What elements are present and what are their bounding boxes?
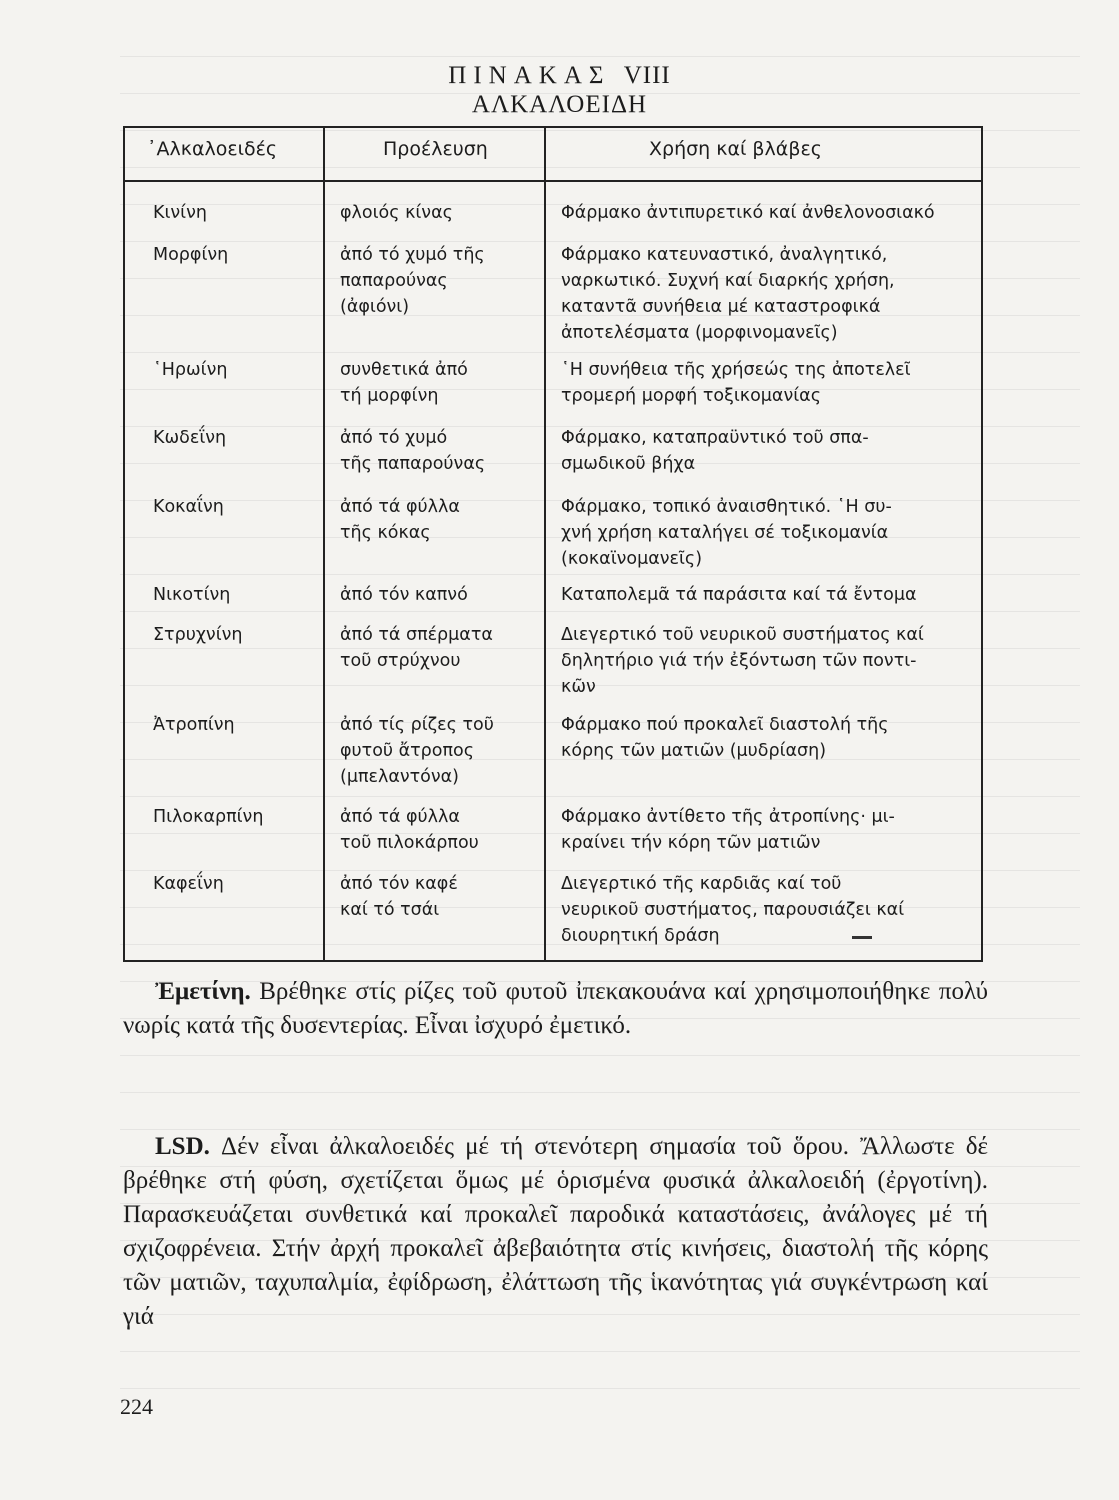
table-caption: ΠΙΝΑΚΑΣ VIII	[448, 62, 671, 89]
column-divider	[544, 128, 546, 960]
use-line: Φάρμακο, τοπικό ἀναισθητικό. ῾Η συ-	[561, 497, 892, 517]
use-line: Φάρμακο, καταπραϋντικό τοῦ σπα-	[561, 428, 869, 448]
use-line: καταντᾶ συνήθεια μέ καταστροφικά	[561, 297, 881, 317]
alkaloid-name: ῾Ηρωίνη	[153, 360, 228, 380]
use-line: ῾Η συνήθεια τῆς χρήσεώς της ἀποτελεῖ	[561, 360, 911, 380]
alkaloid-name: Στρυχνίνη	[153, 625, 243, 645]
origin-line: (μπελαντόνα)	[340, 767, 460, 787]
page-number: 224	[120, 1394, 153, 1419]
origin-line: ἀπό τό χυμό τῆς	[340, 245, 485, 265]
alkaloid-name: Μορφίνη	[153, 245, 229, 265]
header-alkaloid: ᾿Αλκαλοειδές	[147, 138, 278, 160]
use-line: Διεγερτικό τοῦ νευρικοῦ συστήματος καί	[561, 625, 924, 645]
paragraph-text: Βρέθηκε στίς ρίζες τοῦ φυτοῦ ἰπεκακουάνα καί χρησιμοποιήθηκε πολύ νωρίς κατά τῆς δυσεντερίας. Εἶναι ἰσχυρό ἐμετικό.	[123, 978, 988, 1039]
origin-line: φλοιός κίνας	[340, 203, 453, 223]
use-line: ναρκωτικό. Συχνή καί διαρκής χρήση,	[561, 271, 895, 291]
use-line: κραίνει τήν κόρη τῶν ματιῶν	[561, 833, 821, 853]
header-origin: Προέλευση	[383, 138, 488, 160]
origin-line: ἀπό τά φύλλα	[340, 497, 460, 517]
paragraph-lsd	[123, 1130, 988, 1334]
header-divider	[125, 180, 981, 182]
origin-line: (ἀφιόνι)	[340, 297, 410, 317]
origin-line: παπαρούνας	[340, 271, 448, 291]
alkaloid-name: Κωδεΐνη	[153, 428, 227, 448]
use-line: κόρης τῶν ματιῶν (μυδρίαση)	[561, 741, 827, 761]
paragraph-emetine	[123, 975, 988, 1043]
origin-line: τῆς κόκας	[340, 523, 431, 543]
use-line: Φάρμακο πού προκαλεῖ διαστολή τῆς	[561, 715, 889, 735]
origin-line: ἀπό τίς ρίζες τοῦ	[340, 715, 494, 735]
use-line: κῶν	[561, 677, 596, 697]
use-line: νευρικοῦ συστήματος, παρουσιάζει καί	[561, 900, 905, 920]
origin-line: ἀπό τά σπέρματα	[340, 625, 493, 645]
use-line: Φάρμακο κατευναστικό, ἀναλγητικό,	[561, 245, 888, 265]
alkaloid-name: Νικοτίνη	[153, 585, 231, 605]
use-line: τρομερή μορφή τοξικομανίας	[561, 386, 821, 406]
alkaloid-name: Πιλοκαρπίνη	[153, 807, 264, 827]
paragraph-lead: Ἐμετίνη.	[155, 978, 251, 1005]
origin-line: καί τό τσάι	[340, 900, 440, 920]
alkaloid-name: Κοκαΐνη	[153, 497, 224, 517]
use-line: ἀποτελέσματα (μορφινομανεῖς)	[561, 323, 838, 343]
origin-line: τοῦ στρύχνου	[340, 651, 461, 671]
origin-line: τῆς παπαρούνας	[340, 454, 486, 474]
use-line: (κοκαϊνομανεῖς)	[561, 549, 703, 569]
use-line: σμωδικοῦ βήχα	[561, 454, 696, 474]
alkaloid-name: Ἀτροπίνη	[153, 715, 235, 735]
origin-line: τοῦ πιλοκάρπου	[340, 833, 479, 853]
origin-line: ἀπό τόν καπνό	[340, 585, 468, 605]
paragraph-text: Δέν εἶναι ἀλκαλοειδές μέ τή στενότερη σημασία τοῦ ὅρου. Ἄλλωστε δέ βρέθηκε στή φύση, σχετίζεται ὅμως μέ ὁρισμένα φυσικά ἀλκαλοειδή (ἐργοτίνη). Παρασκευάζεται συνθετικά καί προκαλεῖ παροδικά καταστάσεις, ἀνάλογες μέ τή σχιζοφρένεια. Στήν ἀρχή προκαλεῖ ἀβεβαιότητα στίς κινήσεις, διαστολή τῆς κόρης τῶν ματιῶν, ταχυπαλμία, ἐφίδρωση, ἐλάττωση τῆς ἱκανότητας γιά συγκέντρωση καί γιά	[123, 1133, 988, 1330]
alkaloid-name: Κινίνη	[153, 203, 207, 223]
use-line: Φάρμακο ἀντίθετο τῆς ἀτροπίνης· μι-	[561, 807, 895, 827]
alkaloid-name: Καφεΐνη	[153, 874, 224, 894]
origin-line: ἀπό τά φύλλα	[340, 807, 460, 827]
origin-line: τή μορφίνη	[340, 386, 439, 406]
column-divider	[323, 128, 325, 960]
use-line: Διεγερτικό τῆς καρδιᾶς καί τοῦ	[561, 874, 842, 894]
origin-line: συνθετικά ἀπό	[340, 360, 468, 380]
use-line: Καταπολεμᾶ τά παράσιτα καί τά ἔντομα	[561, 585, 917, 605]
alkaloids-table	[123, 126, 983, 962]
stray-mark	[852, 936, 872, 939]
origin-line: ἀπό τό χυμό	[340, 428, 448, 448]
origin-line: φυτοῦ ἄτροπος	[340, 741, 475, 761]
origin-line: ἀπό τόν καφέ	[340, 874, 458, 894]
use-line: χνή χρήση καταλήγει σέ τοξικομανία	[561, 523, 889, 543]
use-line: δηλητήριο γιά τήν ἐξόντωση τῶν ποντι-	[561, 651, 917, 671]
table-title: ΑΛΚΑΛΟΕΙΔΗ	[471, 91, 648, 118]
use-line: Φάρμακο ἀντιπυρετικό καί ἀνθελονοσιακό	[561, 203, 935, 223]
use-line: διουρητική δράση	[561, 926, 720, 946]
header-use: Χρήση καί βλάβες	[649, 138, 822, 160]
paragraph-lead: LSD.	[155, 1133, 210, 1160]
